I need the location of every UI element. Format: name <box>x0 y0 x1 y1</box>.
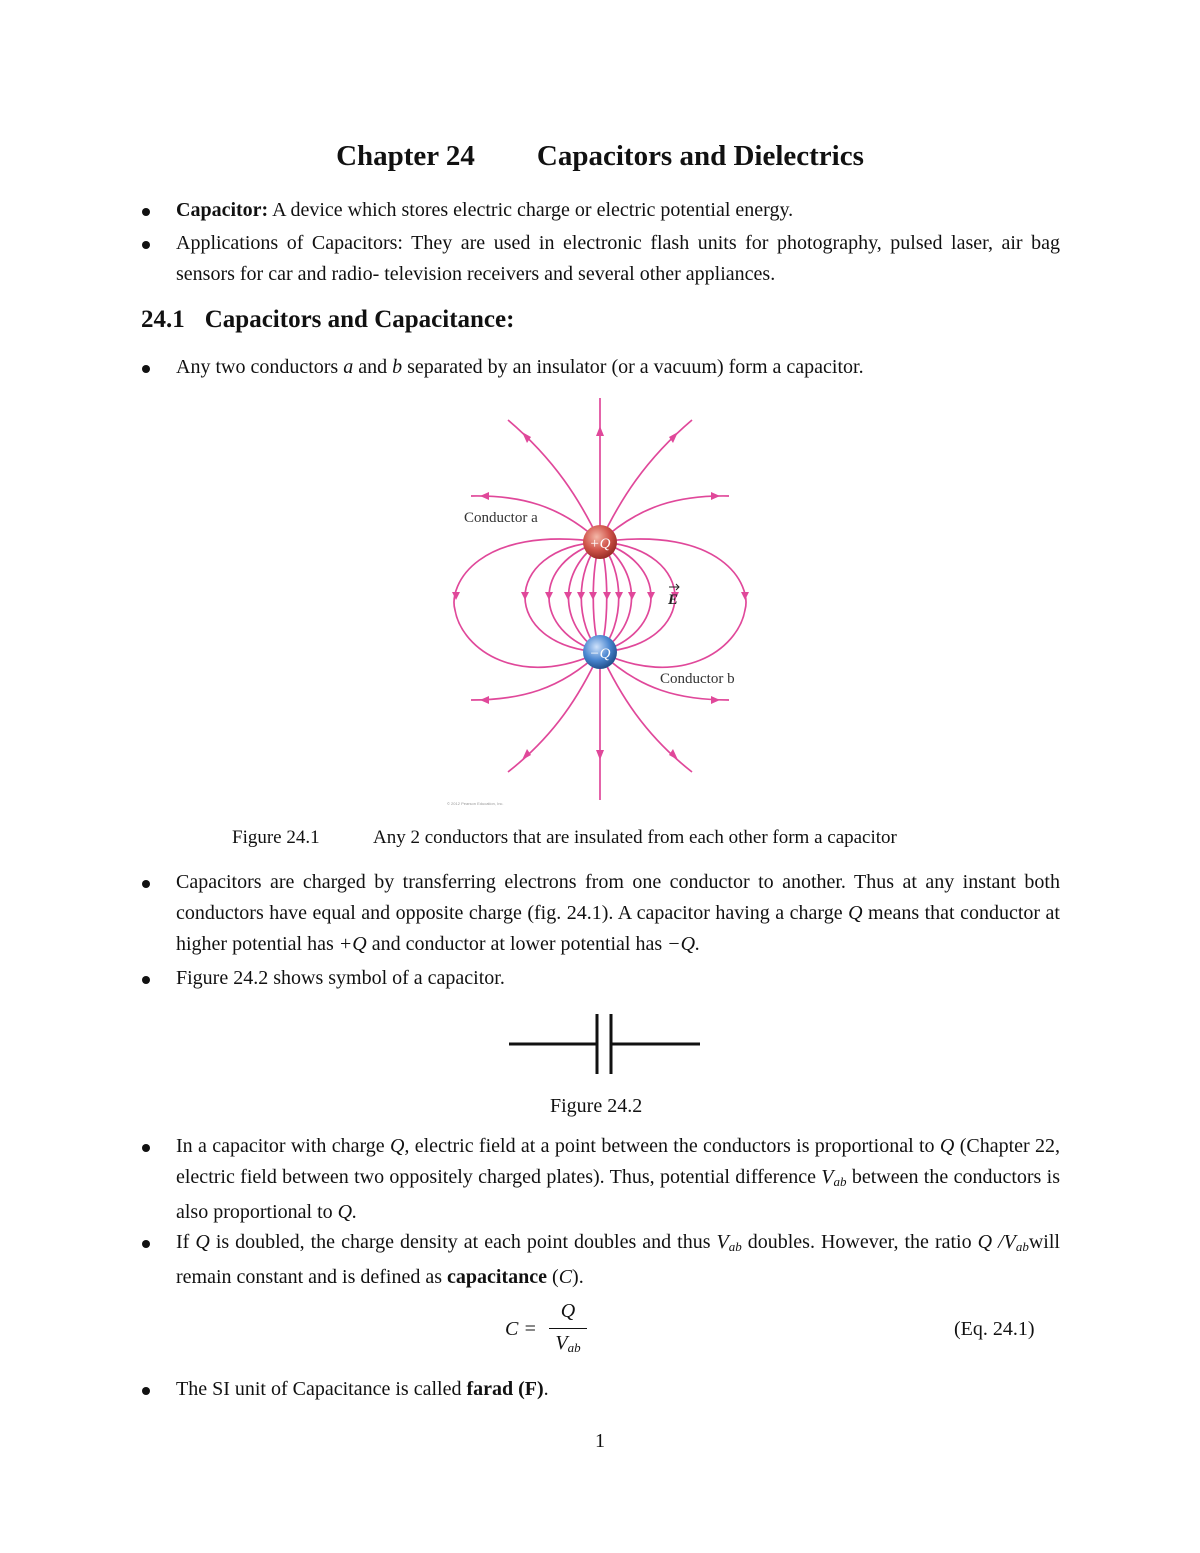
section-title: Capacitors and Capacitance: <box>204 306 515 333</box>
bullet-icon <box>142 208 150 216</box>
math-q: Q. <box>337 1201 358 1223</box>
text-run: and conductor at lower potential has <box>366 933 668 955</box>
equation-label: (Eq. 24.1) <box>954 1318 1035 1340</box>
symbol-text: Figure 24.2 shows symbol of a capacitor. <box>176 967 505 989</box>
math-c: C <box>558 1266 573 1288</box>
section-heading <box>141 306 514 334</box>
text-run: separated by an insulator (or a vacuum) form a capacitor. <box>402 356 864 378</box>
text-run: Any two conductors <box>176 356 344 378</box>
math-q: Q, <box>389 1135 410 1157</box>
text-run: The SI unit of Capacitance is called <box>176 1378 467 1400</box>
text-run: ( <box>547 1266 559 1288</box>
bullet-icon <box>142 1144 150 1152</box>
text-run: Capacitors are charged by transferring electrons from one conductor to another. Thus at any instant both conductors have equal and opposite charge (fig. 24.1). A capacitor having a charge <box>176 871 1060 924</box>
bullet-two-conductors <box>176 352 1060 383</box>
bullet-icon <box>142 365 150 373</box>
math-b: b <box>392 356 403 378</box>
page-number: 1 <box>595 1430 605 1452</box>
math-ratio: Q /V <box>977 1231 1016 1253</box>
conductor-b-label: Conductor b <box>660 671 735 687</box>
plus-q-label: +Q <box>589 536 611 552</box>
text-run: will remain constant and is defined as <box>176 1231 1060 1288</box>
bullet-capacitor-definition <box>176 195 1060 226</box>
math-minus-q: −Q. <box>667 933 701 955</box>
figure-24-1-caption-number: Figure 24.1 <box>232 827 320 848</box>
text-run: . <box>543 1378 549 1400</box>
math-v-subscript: ab <box>833 1174 847 1189</box>
text-run: between the conductors is also proportional to <box>176 1166 1060 1223</box>
chapter-name: Capacitors and Dielectrics <box>536 140 864 172</box>
text-run: means that conductor at higher potential has <box>176 902 1060 955</box>
math-v: V <box>821 1166 834 1188</box>
bullet-icon <box>142 976 150 984</box>
math-plus-q: +Q <box>338 933 367 955</box>
chapter-number: Chapter 24 <box>336 140 475 172</box>
bullet-doubled <box>176 1227 1060 1293</box>
math-v-subscript: ab <box>567 1340 581 1355</box>
math-q: Q <box>939 1135 955 1157</box>
text-run: doubles. However, the ratio <box>741 1231 978 1253</box>
section-number: 24.1 <box>141 306 185 333</box>
bullet-icon <box>142 880 150 888</box>
text-run: (Chapter 22, electric field between two oppositely charged plates). Thus, potential difference <box>176 1135 1060 1188</box>
text-run: ). <box>572 1266 584 1288</box>
bullet-icon <box>142 1240 150 1248</box>
math-ratio-subscript: ab <box>1015 1239 1029 1254</box>
farad-term: farad (F) <box>466 1378 544 1400</box>
math-q: Q <box>195 1231 210 1253</box>
math-v: V <box>716 1231 729 1253</box>
bullet-icon <box>142 241 150 249</box>
bullet-icon <box>142 1387 150 1395</box>
math-a: a <box>343 356 354 378</box>
applications-text: Applications of Capacitors: They are used in electronic flash units for photography, pulsed laser, air bag sensors for car and radio- television receivers and several other appliances. <box>176 232 1060 285</box>
capacitor-term: Capacitor: <box>176 199 269 221</box>
field-e-label: E <box>668 592 679 608</box>
math-q: Q <box>848 902 863 924</box>
equation-lhs: C = <box>505 1318 537 1340</box>
text-run: electric field at a point between the conductors is proportional to <box>409 1135 940 1157</box>
math-v-subscript: ab <box>728 1239 742 1254</box>
equation-numerator: Q <box>560 1300 576 1322</box>
bullet-field-proportional <box>176 1131 1060 1228</box>
text-run: is doubled, the charge density at each point doubles and thus <box>209 1231 717 1253</box>
figure-24-2-capacitor-symbol <box>505 1010 705 1078</box>
fraction-bar <box>549 1328 587 1329</box>
bullet-applications <box>176 228 1060 290</box>
figure-24-1-field-diagram <box>440 390 770 810</box>
field-lines <box>454 398 746 800</box>
text-run: In a capacitor with charge <box>176 1135 390 1157</box>
bullet-symbol <box>176 963 1060 994</box>
capacitor-definition: A device which stores electric charge or electric potential energy. <box>268 199 794 221</box>
math-v: V <box>555 1332 568 1354</box>
figure-24-1-caption-text: Any 2 conductors that are insulated from each other form a capacitor <box>373 827 897 848</box>
minus-q-label: −Q <box>589 646 611 662</box>
bullet-charging <box>176 867 1060 960</box>
figure-24-2-caption: Figure 24.2 <box>550 1095 643 1117</box>
capacitance-term: capacitance <box>447 1266 548 1288</box>
equation-fraction <box>549 1300 587 1356</box>
equation-denominator <box>549 1332 587 1356</box>
chapter-title <box>0 140 1200 173</box>
bullet-si-unit <box>176 1374 1060 1405</box>
text-run: If <box>176 1231 196 1253</box>
conductor-a-label: Conductor a <box>464 510 538 526</box>
text-run: and <box>353 356 393 378</box>
copyright-note: © 2012 Pearson Education, Inc. <box>447 801 504 806</box>
